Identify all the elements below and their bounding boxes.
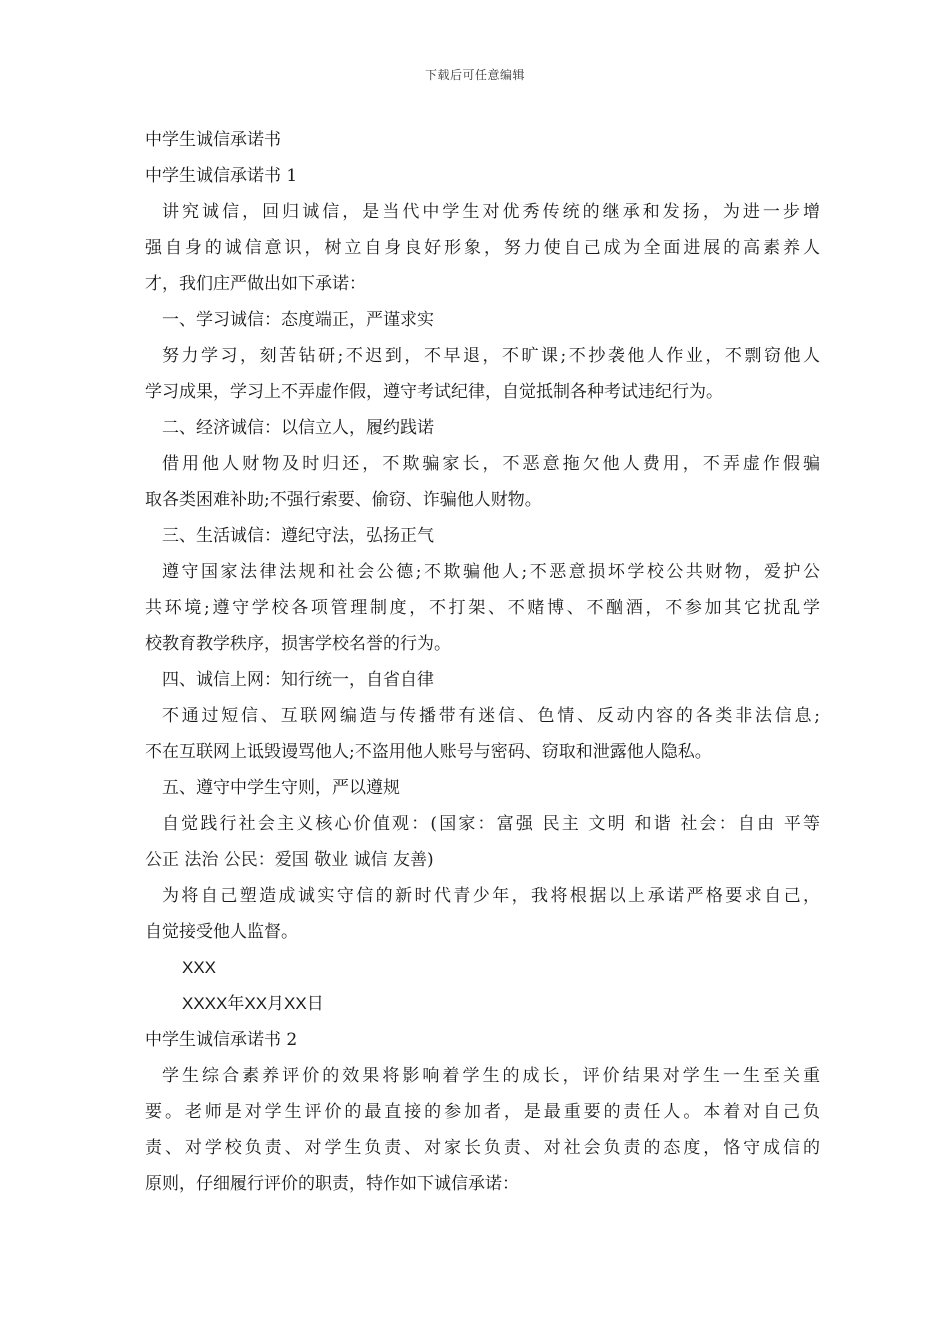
paragraph-line: 学生综合素养评价的效果将影响着学生的成长，评价结果对学生一生至关重 xyxy=(162,1066,820,1086)
paragraph-line: 不通过短信、互联网编造与传播带有迷信、色情、反动内容的各类非法信息; xyxy=(162,706,820,726)
section1-title: 中学生诚信承诺书 1 xyxy=(145,166,298,186)
item1-heading: 一、学习诚信：态度端正，严谨求实 xyxy=(162,310,434,330)
signature-date xyxy=(145,986,820,1022)
section2-title: 中学生诚信承诺书 2 xyxy=(145,1030,298,1050)
paragraph-line: 学习成果，学习上不弄虚作假，遵守考试纪律，自觉抵制各种考试违纪行为。 xyxy=(145,382,723,402)
paragraph-line: 取各类困难补助;不强行索要、偷窃、诈骗他人财物。 xyxy=(145,490,542,510)
paragraph-line: 要。老师是对学生评价的最直接的参加者，是最重要的责任人。本着对自己负 xyxy=(145,1102,820,1122)
paragraph-line: 自觉接受他人监督。 xyxy=(145,922,298,942)
item5-body xyxy=(145,806,820,878)
date-month: XX xyxy=(244,994,268,1013)
paragraph-line: 借用他人财物及时归还，不欺骗家长，不恶意拖欠他人费用，不弄虚作假骗 xyxy=(162,454,820,474)
document-body xyxy=(145,122,820,1202)
paragraph-line: 努力学习，刻苦钻研;不迟到，不早退，不旷课;不抄袭他人作业，不剽窃他人 xyxy=(162,346,820,366)
paragraph-line: 强自身的诚信意识，树立自身良好形象，努力使自己成为全面进展的高素养人 xyxy=(145,238,820,258)
page-header-note: 下载后可任意编辑 xyxy=(424,68,525,82)
item1-body xyxy=(145,338,820,410)
date-year-unit: 年 xyxy=(227,994,245,1014)
paragraph-line: 遵守国家法律法规和社会公德;不欺骗他人;不恶意损坏学校公共财物，爱护公 xyxy=(162,562,820,582)
item4-body xyxy=(145,698,820,770)
section2-intro xyxy=(145,1058,820,1202)
section1-intro xyxy=(145,194,820,302)
paragraph-line: 讲究诚信，回归诚信，是当代中学生对优秀传统的继承和发扬，为进一步增 xyxy=(162,202,820,222)
paragraph-line: 校教育教学秩序，损害学校名誉的行为。 xyxy=(145,634,451,654)
paragraph-line: 共环境;遵守学校各项管理制度，不打架、不赌博、不酗酒，不参加其它扰乱学 xyxy=(145,598,820,618)
paragraph-line: 责、对学校负责、对学生负责、对家长负责、对社会负责的态度，恪守成信的 xyxy=(145,1138,820,1158)
item2-heading: 二、经济诚信：以信立人，履约践诺 xyxy=(162,418,434,438)
paragraph-line: 原则，仔细履行评价的职责，特作如下诚信承诺： xyxy=(145,1174,519,1194)
date-day-unit: 日 xyxy=(306,994,324,1014)
item2-body xyxy=(145,446,820,518)
signature-name: XXX xyxy=(182,958,217,977)
date-year: XXXX xyxy=(182,994,228,1013)
document-title: 中学生诚信承诺书 xyxy=(145,130,281,150)
item3-heading: 三、生活诚信：遵纪守法，弘扬正气 xyxy=(162,526,434,546)
paragraph-line: 才，我们庄严做出如下承诺： xyxy=(145,274,366,294)
paragraph-line: 不在互联网上诋毁谩骂他人;不盗用他人账号与密码、窃取和泄露他人隐私。 xyxy=(145,742,712,762)
item5-heading: 五、遵守中学生守则，严以遵规 xyxy=(162,778,400,798)
closing-paragraph xyxy=(145,878,820,950)
paragraph-line: 为将自己塑造成诚实守信的新时代青少年，我将根据以上承诺严格要求自己， xyxy=(162,886,820,906)
paragraph-line: 自觉践行社会主义核心价值观：(国家：富强 民主 文明 和谐 社会：自由 平等 xyxy=(162,814,820,834)
date-month-unit: 月 xyxy=(267,994,285,1014)
date-day: XX xyxy=(284,994,307,1013)
item3-body xyxy=(145,554,820,662)
item4-heading: 四、诚信上网：知行统一，自省自律 xyxy=(162,670,434,690)
paragraph-line: 公正 法治 公民：爱国 敬业 诚信 友善) xyxy=(145,850,434,870)
